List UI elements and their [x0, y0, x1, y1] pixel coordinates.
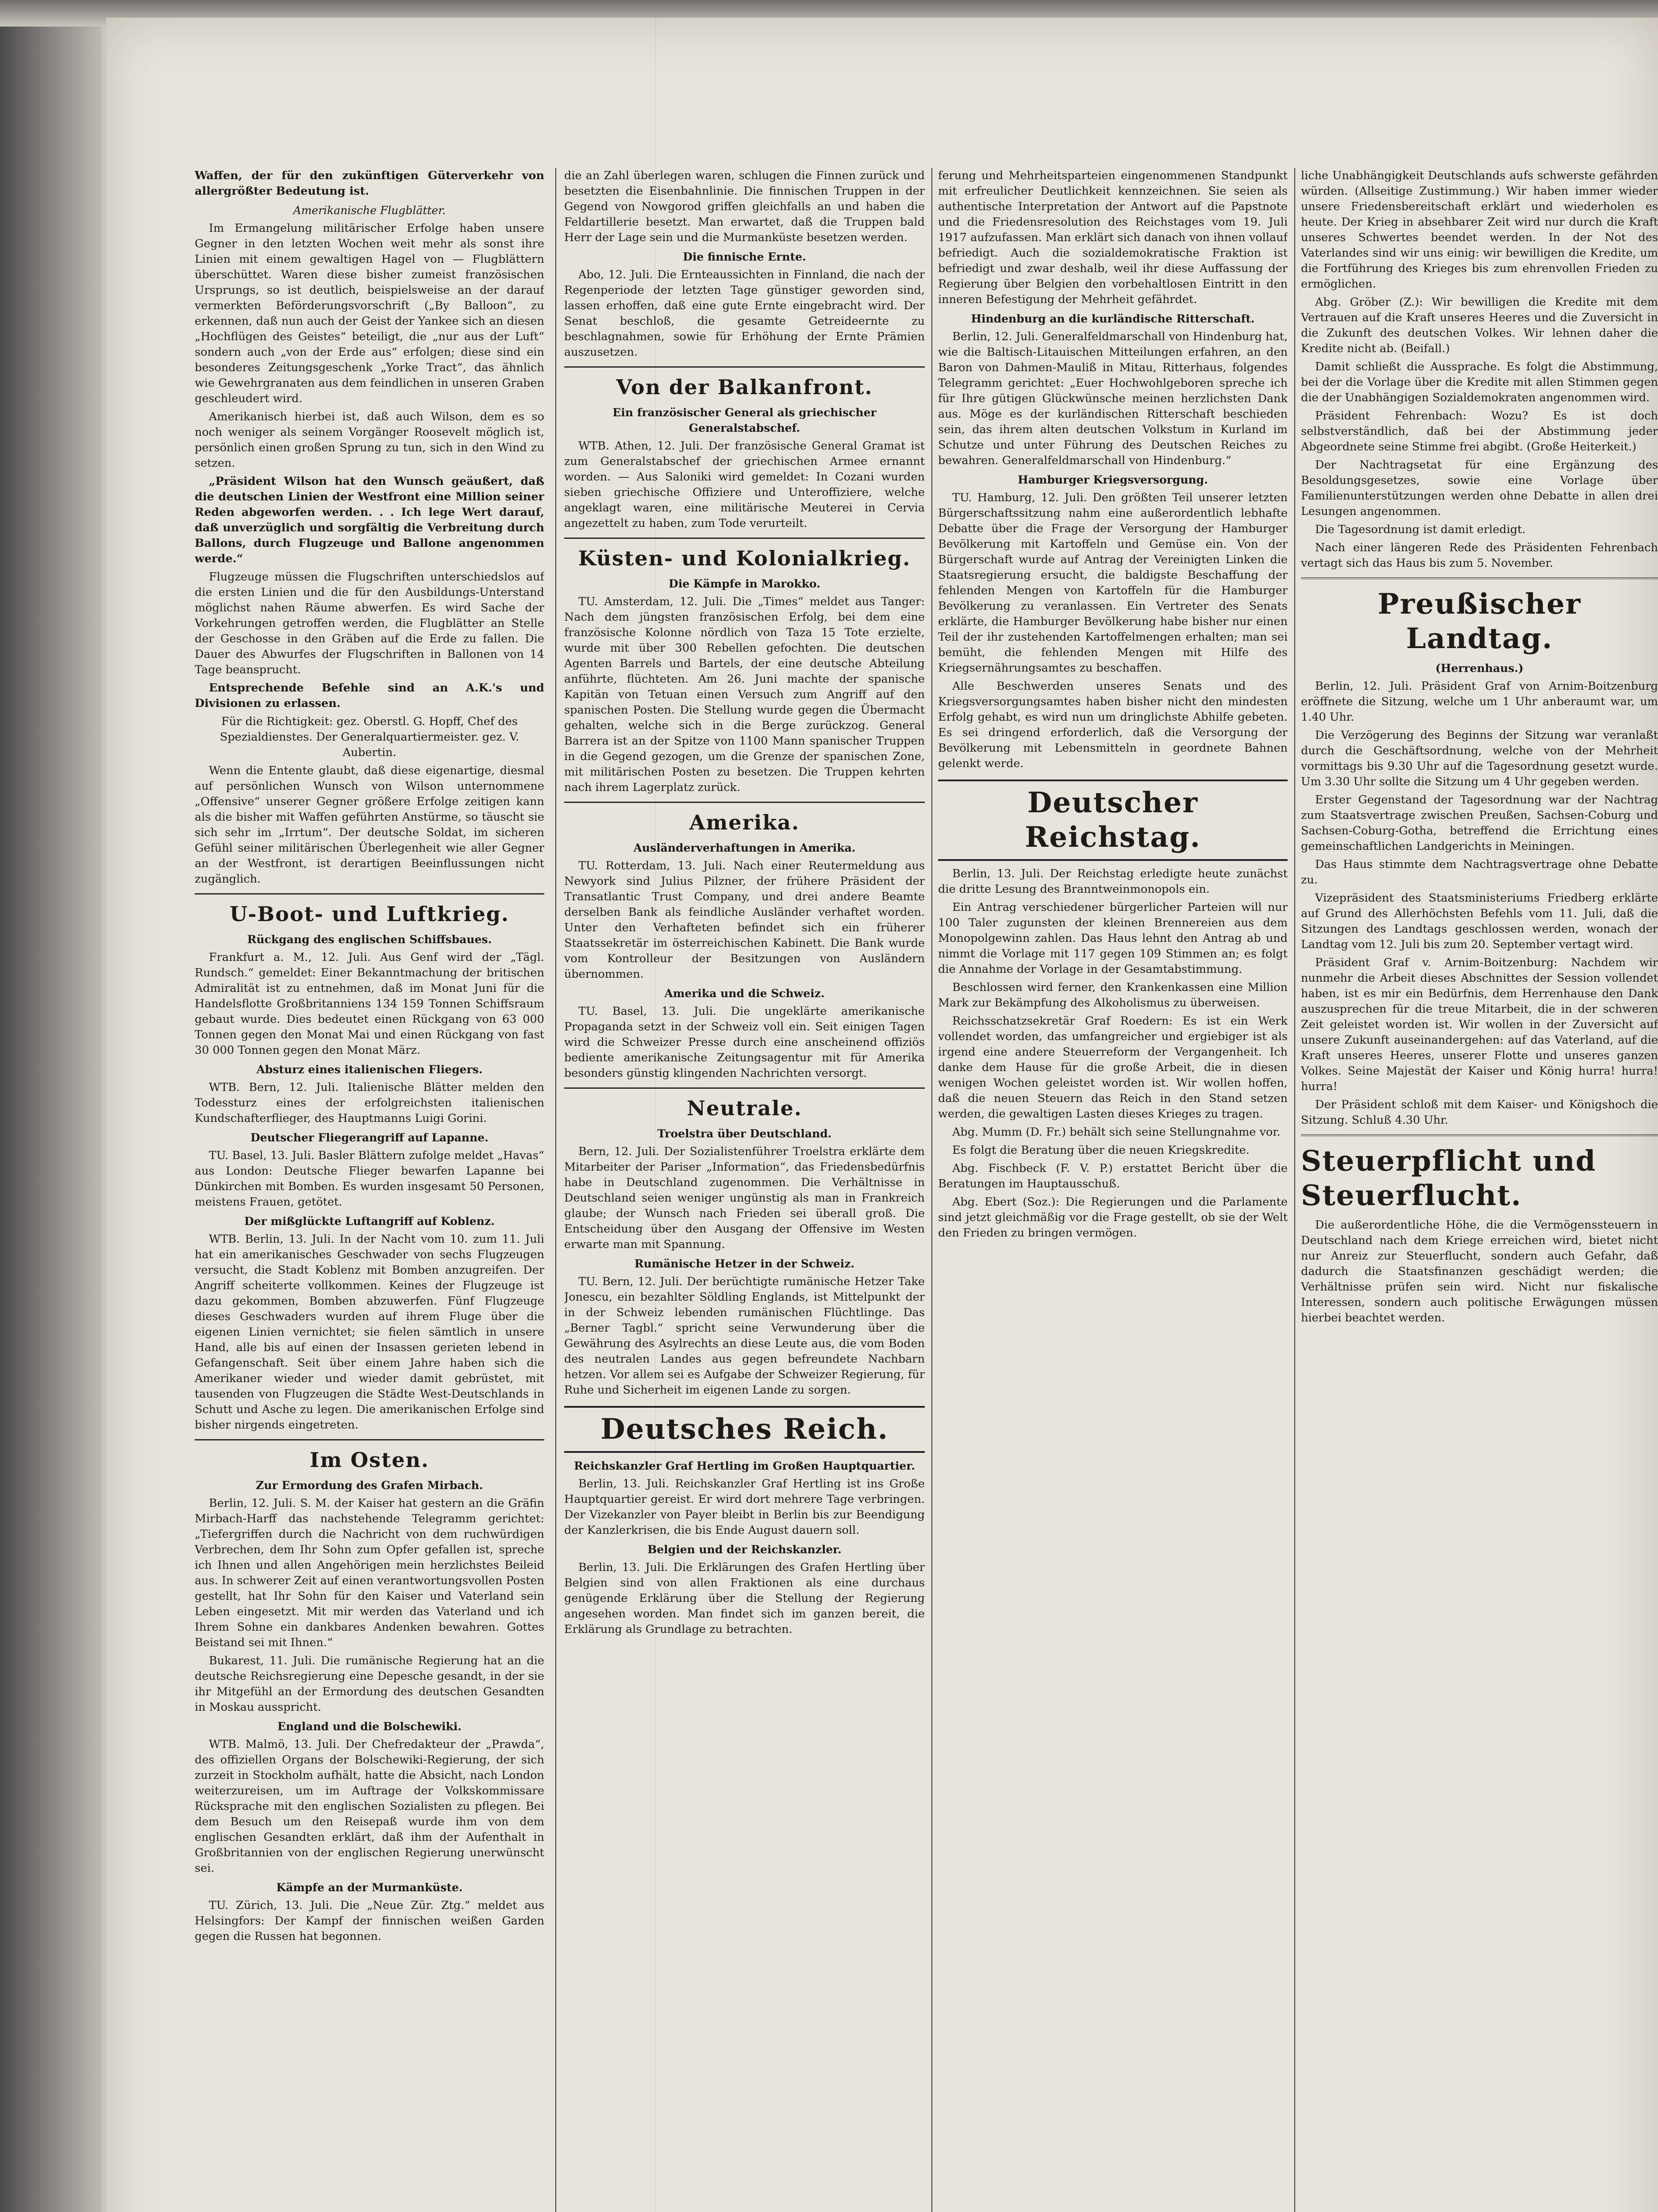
paragraph: Wenn die Entente glaubt, daß diese eigenartige, diesmal auf persönlichen Wunsch von Wilson unternommene „Offensive“ unserer Gegner größere Erfolge zeitigen kann als die bisher mit Waffen geführten Anstürme, so täuscht sie sich sehr im „Irrtum“. Der deutsche Soldat, im sicheren Gefühl seiner militärischen Überlegenheit wie aller Gegner an der Westfront, ist derartigen Beeinflussungen nicht zugänglich.	[195, 764, 544, 886]
paragraph: Bukarest, 11. Juli. Die rumänische Regierung hat an die deutsche Reichsregierung eine Depesche gesandt, in der sie ihr Mitgefühl an der Ermordung des deutschen Gesandten in Moskau ausspricht.	[195, 1654, 544, 1714]
paragraph: TU. Zürich, 13. Juli. Die „Neue Zür. Ztg.“ meldet aus Helsingfors: Der Kampf der finnischen weißen Garden gegen die Russen hat begonnen.	[195, 1899, 544, 1943]
subheading: Die finnische Ernte.	[683, 250, 806, 263]
subheading: Ausländerverhaftungen in Amerika.	[633, 841, 856, 854]
paragraph: Abo, 12. Juli. Die Ernteaussichten in Finnland, die nach der Regenperiode der letzten Tage günstiger geworden sind, lassen erhoffen, daß eine gute Ernte eingebracht wird. Der Senat beschloß, die gesamte Getreideernte zu beschlagnahmen, sowie für Erhöhung der Ernte Prämien auszusetzen.	[564, 268, 925, 359]
scan-border-left	[0, 0, 102, 2212]
paragraph: die an Zahl überlegen waren, schlugen die Finnen zurück und besetzten die Eisenbahnlinie. Die finnischen Truppen in der Gegend von Nowgorod griffen gleichfalls an und haben die Feldartillerie besetzt. Man erwartet, daß die Truppen bald Herr der Lage sein und die Murmanküste besetzen werden.	[564, 169, 925, 244]
paragraph: Der Präsident schloß mit dem Kaiser- und Königshoch die Sitzung. Schluß 4.30 Uhr.	[1301, 1098, 1658, 1127]
paragraph: TU. Basel, 13. Juli. Basler Blättern zufolge meldet „Havas“ aus London: Deutsche Flieger bewarfen Lapanne bei Dünkirchen mit Bomben. Es wurden insgesamt 50 Personen, meistens Frauen, getötet.	[195, 1149, 544, 1209]
section-divider	[564, 366, 925, 368]
section-heading-reich: Deutsches Reich.	[600, 1413, 889, 1446]
section-box	[564, 1406, 925, 1453]
paragraph: Abg. Fischbeck (F. V. P.) erstattet Bericht über die Beratungen im Hauptausschuß.	[938, 1162, 1288, 1190]
paragraph: Abg. Mumm (D. Fr.) behält sich seine Stellungnahme vor.	[952, 1125, 1281, 1139]
subheading: Belgien und der Reichskanzler.	[647, 1543, 842, 1556]
column-rule-3	[1294, 168, 1295, 2212]
section-heading-kolonial: Küsten- und Kolonialkrieg.	[578, 546, 911, 570]
paragraph: Berlin, 13. Juli. Der Reichstag erledigte heute zunächst die dritte Lesung des Branntweinmonopols ein.	[938, 867, 1288, 896]
section-heading-balkan: Von der Balkanfront.	[616, 375, 873, 399]
section-divider	[564, 1087, 925, 1089]
paragraph: Nach einer längeren Rede des Präsidenten Fehrenbach vertagt sich das Haus bis zum 5. November.	[1301, 541, 1658, 570]
paragraph: Bern, 12. Juli. Der Sozialistenführer Troelstra erklärte dem Mitarbeiter der Pariser „Information“, das Friedensbedürfnis habe in Deutschland zugenommen. Die Verhältnisse in Deutschland seien weniger ungünstig als man in Frankreich glaube; der Wunsch nach Frieden sei überall groß. Die Entscheidung über den Ausgang der Offensive im Westen erwarte man mit Spannung.	[564, 1145, 925, 1251]
paragraph: Reichsschatzsekretär Graf Roedern: Es ist ein Werk vollendet worden, das umfangreicher und ergiebiger ist als irgend eine andere Steuerreform der Vergangenheit. Ich danke dem Hause für die große Arbeit, die in diesen wenigen Wochen geleistet worden ist. Wir wollen hoffen, daß die neuen Steuern das Reich in den Stand setzen werden, die gewaltigen Lasten dieses Krieges zu tragen.	[938, 1014, 1288, 1121]
section-divider	[1301, 577, 1658, 581]
section-divider	[1301, 1134, 1658, 1138]
paragraph: Es folgt die Beratung über die neuen Kriegskredite.	[952, 1144, 1250, 1157]
section-divider	[564, 802, 925, 803]
subheading: Der mißglückte Luftangriff auf Koblenz.	[244, 1215, 495, 1228]
paragraph: Berlin, 12. Juli. S. M. der Kaiser hat gestern an die Gräfin Mirbach-Harff das nachstehende Telegramm gerichtet: „Tiefergriffen durch die Nachricht von dem ruchwürdigen Verbrechen, dem Ihr Sohn zum Opfer gefallen ist, spreche ich Ihnen und allen Angehörigen mein herzlichstes Beileid aus. In schwerer Zeit auf einen verantwortungsvollen Posten gestellt, hat Ihr Sohn für den Kaiser und Vaterland sein Leben eingesetzt. Mit mir werden das Vaterland und ich Ihrem Sohne ein dankbares Andenken bewahren. Gottes Beistand sei mit Ihnen.“	[195, 1497, 544, 1649]
paragraph: Entsprechende Befehle sind an A.K.'s und Divisionen zu erlassen.	[195, 681, 544, 710]
subheading: Ein französischer General als griechischer Generalstabschef.	[612, 406, 877, 434]
section-heading-reichstag: Deutscher Reichstag.	[1025, 786, 1201, 854]
paragraph: liche Unabhängigkeit Deutschlands aufs schwerste gefährden würden. (Allseitige Zustimmung.) Wir haben immer wieder unsere Friedensbereitschaft erklärt und wiederholen es heute. Der Krieg in absehbarer Zeit wird nur durch die Kraft unseres Schwertes beendet werden. In der Not des Vaterlandes sind wir uns einig: wir bewilligen die Kredite, um die Fortführung des Krieges bis zum ehrenvollen Frieden zu ermöglichen.	[1301, 169, 1658, 291]
paragraph: Präsident Fehrenbach: Wozu? Es ist doch selbstverständlich, daß bei der Abstimmung jeder Abgeordnete seine Stimme frei abgibt. (Große Heiterkeit.)	[1301, 409, 1658, 453]
paragraph: Die Tagesordnung ist damit erledigt.	[1315, 523, 1526, 536]
paragraph: TU. Amsterdam, 12. Juli. Die „Times“ meldet aus Tanger: Nach dem jüngsten französischen Erfolg, bei dem eine französische Kolonne nördlich von Taza 15 Tote erzielte, wurde mit über 300 Rebellen gefochten. Die deutschen Agenten Barrels und Bartels, der eine deutsche Abteilung anführte, flüchteten. Am 26. Juni machte der spanische Kapitän von Tetuan einen Versuch zum Angriff auf den spanischen Posten. Die Stellung wurde gegen die Übermacht gehalten, welche sich in die Berge zurückzog. General Barrera ist an der Spitze von 1100 Mann spanischer Truppen in die Gegend gezogen, um die Grenze der spanischen Zone, mit militärischen Posten zu besetzen. Die Truppen kehrten nach ihrem Lagerplatz zurück.	[564, 595, 925, 794]
subheading: Kämpfe an der Murmanküste.	[276, 1881, 463, 1894]
paragraph: TU. Hamburg, 12. Juli. Den größten Teil unserer letzten Bürgerschaftssitzung nahm eine außerordentlich lebhafte Debatte über die Frage der Versorgung der Hamburger Bevölkerung mit Kartoffeln und Gemüse ein. Von der Bürgerschaft wurde auf Antrag der Vereinigten Linken die Staatsregierung ersucht, die baldigste Beschaffung der fehlenden Mengen von Kartoffeln für die Hamburger Bevölkerung zu veranlassen. Ein Vertreter des Senats erklärte, die Hamburger Bevölkerung habe bisher nur einen Teil der ihr zustehenden Kartoffelmengen erhalten; man sei bemüht, die fehlenden Mengen mit Hilfe des Kriegsernährungsamtes zu beschaffen.	[938, 491, 1288, 675]
paragraph: WTB. Malmö, 13. Juli. Der Chefredakteur der „Prawda“, des offiziellen Organs der Bolschewiki-Regierung, der sich zurzeit in Stockholm aufhält, hatte die Absicht, nach London weiterzureisen, um im Auftrage der Volkskommissare Rücksprache mit den englischen Sozialisten zu pflegen. Bei dem Besuch um den Reisepaß wurde ihm von dem englischen Gesandten erklärt, daß ihm der Aufenthalt in Großbritannien von der englischen Regierung unerwünscht sei.	[195, 1738, 544, 1875]
subheading: Rückgang des englischen Schiffsbaues.	[247, 933, 492, 946]
paragraph: Alle Beschwerden unseres Senats und des Kriegsversorgungsamtes haben bisher nicht den mindesten Erfolg gehabt, es wird nun um dringlichste Abhilfe gebeten. Es sei dringend erforderlich, daß die Versorgung der Bevölkerung mit Lebensmitteln in geordnete Bahnen gelenkt werde.	[938, 680, 1288, 770]
subheading: Amerika und die Schweiz.	[664, 987, 825, 1000]
subheading: Hindenburg an die kurländische Ritterschaft.	[971, 312, 1255, 325]
paragraph: Erster Gegenstand der Tagesordnung war der Nachtrag zum Staatsvertrage zwischen Preußen, Sachsen-Coburg und Sachsen-Coburg-Gotha, betreffend die Errichtung eines gemeinschaftlichen Landgerichts in Meiningen.	[1301, 793, 1658, 853]
paragraph: ferung und Mehrheitsparteien eingenommenen Standpunkt mit erfreulicher Deutlichkeit kennzeichnen. Sie seien als authentische Interpretation der Antwort auf die Papstnote und die Friedensresolution des Reichstages vom 19. Juli 1917 aufzufassen. Man erklärt sich danach von ihnen vollauf befriedigt. Auch die sozialdemokratische Fraktion ist befriedigt und zwar deshalb, weil ihr diese Auffassung der Regierung über Belgien den vorbehaltlosen Eintritt in den inneren Befestigung der Mehrheit gefährdet.	[938, 169, 1288, 306]
subheading: Rumänische Hetzer in der Schweiz.	[634, 1257, 855, 1270]
paragraph: Die Verzögerung des Beginns der Sitzung war veranlaßt durch die Geschäftsordnung, welche von der Mehrheit vormittags bis 9.30 Uhr auf die Tagesordnung gesetzt wurde. Um 3.30 Uhr sollte die Sitzung um 4 Uhr gegeben werden.	[1301, 729, 1658, 788]
subheading: Absturz eines italienischen Fliegers.	[256, 1063, 483, 1076]
paragraph: Vizepräsident des Staatsministeriums Friedberg erklärte auf Grund des Allerhöchsten Befehls vom 11. Juli, daß die Sitzungen des Landtags geschlossen werden, wonach der Landtag vom 12. Juli bis zum 20. September vertagt wird.	[1301, 891, 1658, 951]
section-divider	[564, 538, 925, 539]
paragraph: Abg. Ebert (Soz.): Die Regierungen und die Parlamente sind jetzt gleichmäßig vor die Frage gestellt, ob sie der Welt den Frieden zu bringen vermögen.	[938, 1195, 1288, 1240]
subheading: Reichskanzler Graf Hertling im Großen Hauptquartier.	[574, 1459, 915, 1472]
paragraph: Berlin, 12. Juli. Generalfeldmarschall von Hindenburg hat, wie die Baltisch-Litauischen Mitteilungen erfahren, an den Baron von Dahmen-Mauliß in Mitau, Ritterhaus, folgendes Telegramm gerichtet: „Euer Hochwohlgeboren spreche ich für Ihre gütigen Glückwünsche meinen herzlichsten Dank aus. Möge es der kurländischen Ritterschaft beschieden sein, das ihrem alten deutschen Volkstum in Kurland im Schutze und unter Führung des Deutschen Reiches zu bewahren. Generalfeldmarschall von Hindenburg.“	[938, 330, 1288, 467]
flugblaetter-subheading: Amerikanische Flugblätter.	[293, 204, 446, 217]
paragraph: Der Nachtragsetat für eine Ergänzung des Besoldungsgesetzes, sowie eine Vorlage über Familienunterstützungen werden ohne Debatte in allen drei Lesungen angenommen.	[1301, 458, 1658, 518]
section-heading-uboot: U-Boot- und Luftkrieg.	[230, 902, 509, 926]
subheading: Troelstra über Deutschland.	[657, 1127, 832, 1140]
section-heading-steuer: Steuerpflicht und Steuerflucht.	[1301, 1144, 1596, 1212]
paragraph: Frankfurt a. M., 12. Juli. Aus Genf wird der „Tägl. Rundsch.“ gemeldet: Einer Bekanntmachung der britischen Admiralität ist zu entnehmen, daß im Monat Juni für die Handelsflotte Großbritanniens 134 159 Tonnen Schiffsraum gebaut wurde. Dies bedeutet einen Rückgang von 63 000 Tonnen gegen den Monat Mai und einen Rückgang von fast 30 000 Tonnen gegen den Monat März.	[195, 951, 544, 1057]
column-3	[938, 168, 1288, 2212]
paragraph: TU. Basel, 13. Juli. Die ungeklärte amerikanische Propaganda setzt in der Schweiz voll ein. Seit einigen Tagen wird die Schweizer Presse durch eine anscheinend offiziös bediente amerikanische Zeitungsagentur mit für Amerika besonders günstig klingenden Nachrichten versorgt.	[564, 1005, 925, 1080]
column-1	[195, 168, 544, 2212]
paragraph: Das Haus stimmte dem Nachtragsvertrage ohne Debatte zu.	[1301, 858, 1658, 887]
paragraph: Berlin, 13. Juli. Die Erklärungen des Grafen Hertling über Belgien sind von allen Fraktionen als eine durchaus genügende Erklärung über die Stellung der Regierung angesehen worden. Man findet sich im ganzen bereit, die Erklärung als Grundlage zu betrachten.	[564, 1561, 925, 1636]
paragraph: TU. Rotterdam, 13. Juli. Nach einer Reutermeldung aus Newyork sind Julius Pilzner, der frühere Präsident der Transatlantic Trust Company, und drei andere Beamte derselben Bank als feindliche Ausländer verhaftet worden. Unter den Verhafteten befindet sich ein früherer Staatssekretär im österreichischen Kabinett. Die Bank wurde vom Kontrolleur der Besitzungen von Ausländern übernommen.	[564, 859, 925, 981]
section-heading-osten: Im Osten.	[309, 1448, 430, 1472]
subheading: Hamburger Kriegsversorgung.	[1018, 473, 1208, 486]
column-rule-1	[555, 168, 556, 2212]
section-heading-landtag: Preußischer Landtag.	[1377, 588, 1581, 655]
paragraph: Beschlossen wird ferner, den Krankenkassen eine Million Mark zur Bekämpfung des Alkoholismus zu überweisen.	[938, 981, 1288, 1010]
subheading: England und die Bolschewiki.	[277, 1720, 462, 1733]
quote-paragraph: „Präsident Wilson hat den Wunsch geäußert, daß die deutschen Linien der Westfront eine Million seiner Reden abgeworfen werden. . . Ich lege Wert darauf, daß unverzüglich und sorgfältig die Verbreitung durch Ballons, durch Flugzeuge und Ballone angenommen werde.“	[195, 475, 544, 565]
paragraph: Ein Antrag verschiedener bürgerlicher Parteien will nur 100 Taler zugunsten der kleinen Brennereien aus dem Monopolgewinn zahlen. Das Haus lehnt den Antrag ab und nimmt die Vorlage mit 117 gegen 109 Stimmen an; es folgt die Annahme der Vorlage in der Gesamtabstimmung.	[938, 901, 1288, 976]
paragraph: Präsident Graf v. Arnim-Boitzenburg: Nachdem wir nunmehr die Arbeit dieses Abschnittes der Session vollendet haben, ist es mir ein Bedürfnis, dem Herrenhause den Dank auszusprechen für die treue Mitarbeit, die in der schweren Zeit geleistet worden ist. Wir wollen in der Zuversicht auf unsere Zukunft auseinandergehen: auf das Vaterland, auf die Kraft unseres Heeres, unserer Flotte und unseres ganzen Volkes. Seine Majestät der Kaiser und König hurra! hurra! hurra!	[1301, 956, 1658, 1093]
paragraph: Abg. Gröber (Z.): Wir bewilligen die Kredite mit dem Vertrauen auf die Kraft unseres Heeres und die Zuversicht in die Zukunft des deutschen Volkes. Wir lehnen daher die Kredite nicht ab. (Beifall.)	[1301, 296, 1658, 355]
column-1-intro: Waffen, der für den zukünftigen Güterverkehr von allergrößter Bedeutung ist.	[195, 169, 544, 198]
subheading: Zur Ermordung des Grafen Mirbach.	[256, 1479, 483, 1492]
paragraph: WTB. Athen, 12. Juli. Der französische General Gramat ist zum Generalstabschef der griechischen Armee ernannt worden. — Aus Saloniki wird gemeldet: In Cozani wurden sieben griechische Offiziere und Unteroffiziere, welche angeklagt waren, eine militärische Meuterei in Cervia angezettelt zu haben, zum Tode verurteilt.	[564, 439, 925, 530]
subheading: Die Kämpfe in Marokko.	[669, 577, 820, 590]
section-divider	[195, 893, 544, 895]
subheading: Deutscher Fliegerangriff auf Lapanne.	[250, 1131, 489, 1144]
paragraph: Damit schließt die Aussprache. Es folgt die Abstimmung, bei der die Vorlage über die Kredite mit allen Stimmen gegen die der Unabhängigen Sozialdemokraten angenommen wird.	[1301, 360, 1658, 404]
paragraph: WTB. Berlin, 13. Juli. In der Nacht vom 10. zum 11. Juli hat ein amerikanisches Geschwader von sechs Flugzeugen versucht, die Stadt Koblenz mit Bomben anzugreifen. Der Angriff scheiterte vollkommen. Keines der Flugzeuge ist dazu gekommen, Bomben abzuwerfen. Fünf Flugzeuge dieses Geschwaders wurden auf ihrem Fluge über die eigenen Linien vernichtet; sie fielen sämtlich in unsere Hand, alle bis auf einen der Insassen gerieten lebend in Gefangenschaft. Seit über einem Jahre haben sich die Amerikaner wieder und wieder damit gebrüstet, mit tausenden von Flugzeugen die Städte West-Deutschlands in Schutt und Asche zu legen. Die amerikanischen Erfolge sind bisher nirgends eingetreten.	[195, 1233, 544, 1432]
paragraph: Amerikanisch hierbei ist, daß auch Wilson, dem es so noch weniger als seinem Vorgänger Roosevelt möglich ist, persönlich einen großen Sprung zu tun, sich in den Wind zu setzen.	[195, 410, 544, 470]
paragraph: Im Ermangelung militärischer Erfolge haben unsere Gegner in den letzten Wochen weit mehr als sonst ihre Linien mit einem gewaltigen Hagel von — Flugblättern überschüttet. Waren diese bisher zumeist französischen Ursprungs, so ist deutlich, beispielsweise an der darauf vermerkten Beförderungsvorschrift („By Balloon“, zu erkennen, daß nun auch der Geist der Yankee sich an diesen „Hochflügen des Geistes“ beteiligt, die „nur aus der Luft“ sondern auch „von der Erde aus“ erfolgen; diese sind ein besonderes Zeitungsgeschenk „Yorke Tract“, das ähnlich wie Gewehrgranaten aus dem feindlichen in unseren Graben geschleudert wird.	[195, 222, 544, 405]
paragraph: WTB. Bern, 12. Juli. Italienische Blätter melden den Todessturz eines der erfolgreichsten italienischen Kundschafterflieger, des Hauptmanns Luigi Gorini.	[195, 1081, 544, 1125]
signature: Für die Richtigkeit: gez. Oberstl. G. Hopff, Chef des Spezialdienstes. Der Generalquartiermeister. gez. V. Aubertin.	[219, 715, 519, 759]
paragraph: Die außerordentliche Höhe, die die Vermögenssteuern in Deutschland nach dem Kriege erreichen wird, bietet nicht nur Anreiz zur Steuerflucht, sondern auch Gefahr, daß dadurch die Staatsfinanzen geschädigt werden; die Verhältnisse prüfen sein wird. Nicht nur fiskalische Interessen, sondern auch politische Erwägungen müssen hierbei beachtet werden.	[1301, 1218, 1658, 1325]
paragraph: Berlin, 13. Juli. Reichskanzler Graf Hertling ist ins Große Hauptquartier gereist. Er wird dort mehrere Tage verbringen. Der Vizekanzler von Payer bleibt in Berlin bis zur Beendigung der Kanzlerkrisen, die bis Ende August dauern soll.	[564, 1477, 925, 1537]
section-heading-amerika: Amerika.	[689, 810, 800, 834]
section-divider	[195, 1439, 544, 1440]
paragraph: Berlin, 12. Juli. Präsident Graf von Arnim-Boitzenburg eröffnete die Sitzung, welche um 1 Uhr anberaumt war, um 1.40 Uhr.	[1301, 680, 1658, 724]
paragraph: Flugzeuge müssen die Flugschriften unterschiedslos auf die ersten Linien und die für den Ausbildungs-Unterstand möglichst nahen Räume abwerfen. Es wird Sache der Vorkehrungen getroffen werden, die Flugblätter an Stelle der Geschosse in den Gräben auf die Erde zu fallen. Die Dauer des Abwurfes der Flugschriften in Ballonen von 14 Tage beansprucht.	[195, 570, 544, 676]
subheading: (Herrenhaus.)	[1435, 662, 1523, 675]
section-heading-neutrale: Neutrale.	[687, 1096, 802, 1120]
section-box	[938, 780, 1288, 861]
column-4	[1301, 168, 1658, 2212]
paragraph: TU. Bern, 12. Juli. Der berüchtigte rumänische Hetzer Take Jonescu, ein bezahlter Söldling Englands, ist Mittelpunkt der in der Schweiz lebenden rumänischen Flüchtlinge. Das „Berner Tagbl.“ spricht seine Verwunderung über die Gewährung des Asylrechts an diese Leute aus, die vom Boden des neutralen Landes aus gegen befreundete Nachbarn hetzen. Vor allem sei es Aufgabe der Schweizer Regierung, für Ruhe und Sicherheit im eigenen Lande zu sorgen.	[564, 1275, 925, 1397]
column-rule-2	[931, 168, 932, 2212]
column-2	[564, 168, 925, 2212]
